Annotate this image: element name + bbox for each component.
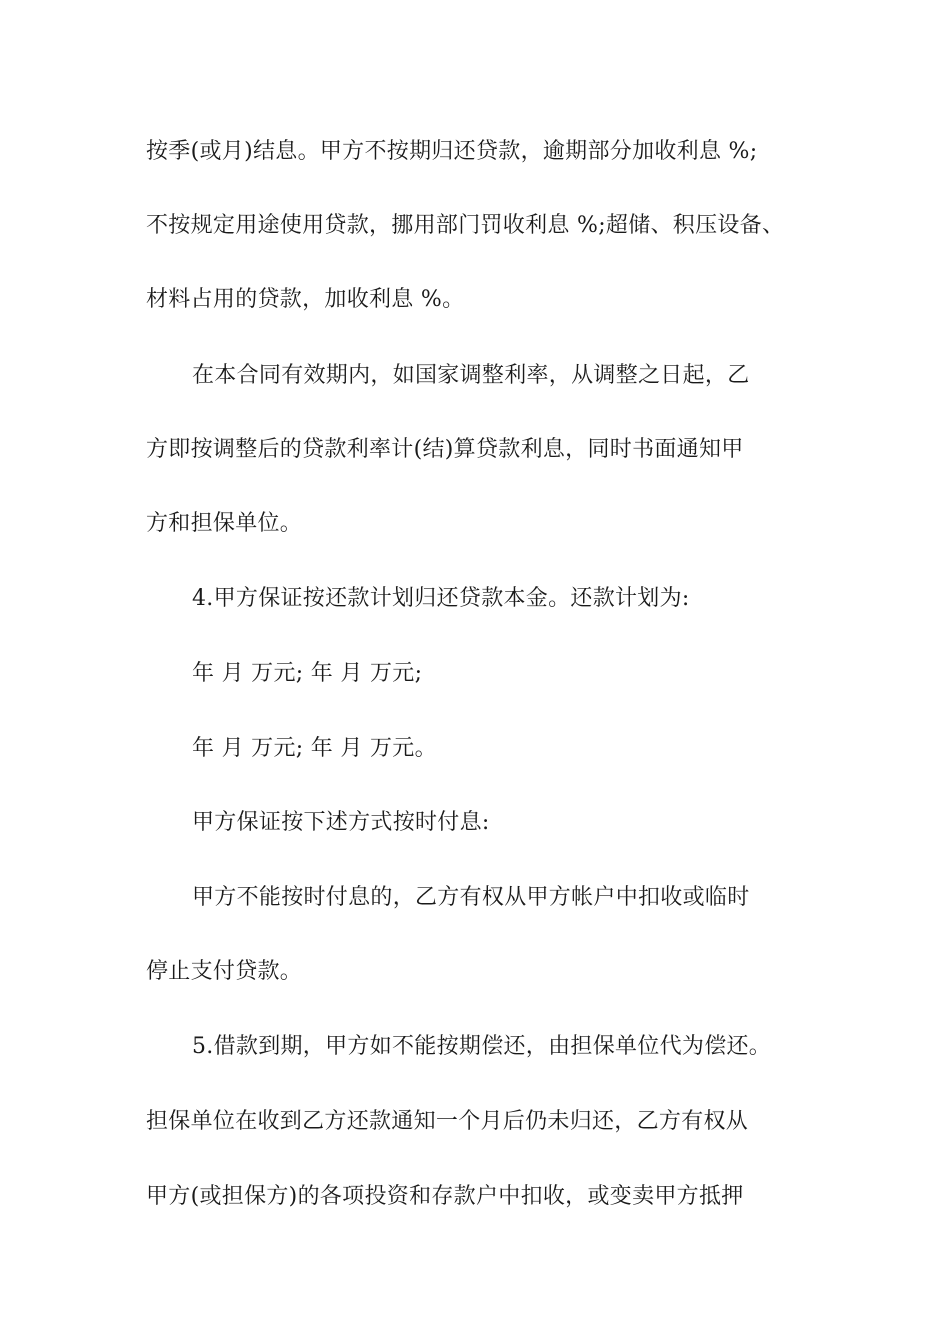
text-line: 担保单位在收到乙方还款通知一个月后仍未归还，乙方有权从 (146, 1109, 749, 1134)
paragraph-start: 5.借款到期，甲方如不能按期偿还，由担保单位代为偿还。 (192, 1034, 772, 1059)
paragraph-start: 在本合同有效期内，如国家调整利率，从调整之日起，乙 (192, 363, 750, 388)
text-line: 停止支付贷款。 (146, 959, 303, 984)
repayment-plan-line: 年 月 万元; 年 月 万元。 (192, 736, 437, 761)
text-line: 按季(或月)结息。甲方不按期归还贷款，逾期部分加收利息 %; (146, 139, 758, 164)
repayment-plan-line: 年 月 万元; 年 月 万元; (192, 661, 423, 686)
paragraph-start: 甲方不能按时付息的，乙方有权从甲方帐户中扣收或临时 (192, 885, 750, 910)
paragraph-start: 甲方保证按下述方式按时付息: (192, 810, 490, 835)
text-line: 甲方(或担保方)的各项投资和存款户中扣收，或变卖甲方抵押 (146, 1184, 744, 1209)
text-line: 方即按调整后的贷款利率计(结)算贷款利息，同时书面通知甲 (146, 437, 744, 462)
text-line: 材料占用的贷款，加收利息 %。 (146, 287, 465, 312)
text-line: 方和担保单位。 (146, 511, 303, 536)
text-line: 不按规定用途使用贷款，挪用部门罚收利息 %;超储、积压设备、 (146, 213, 785, 238)
paragraph-start: 4.甲方保证按还款计划归还贷款本金。还款计划为: (192, 586, 690, 611)
